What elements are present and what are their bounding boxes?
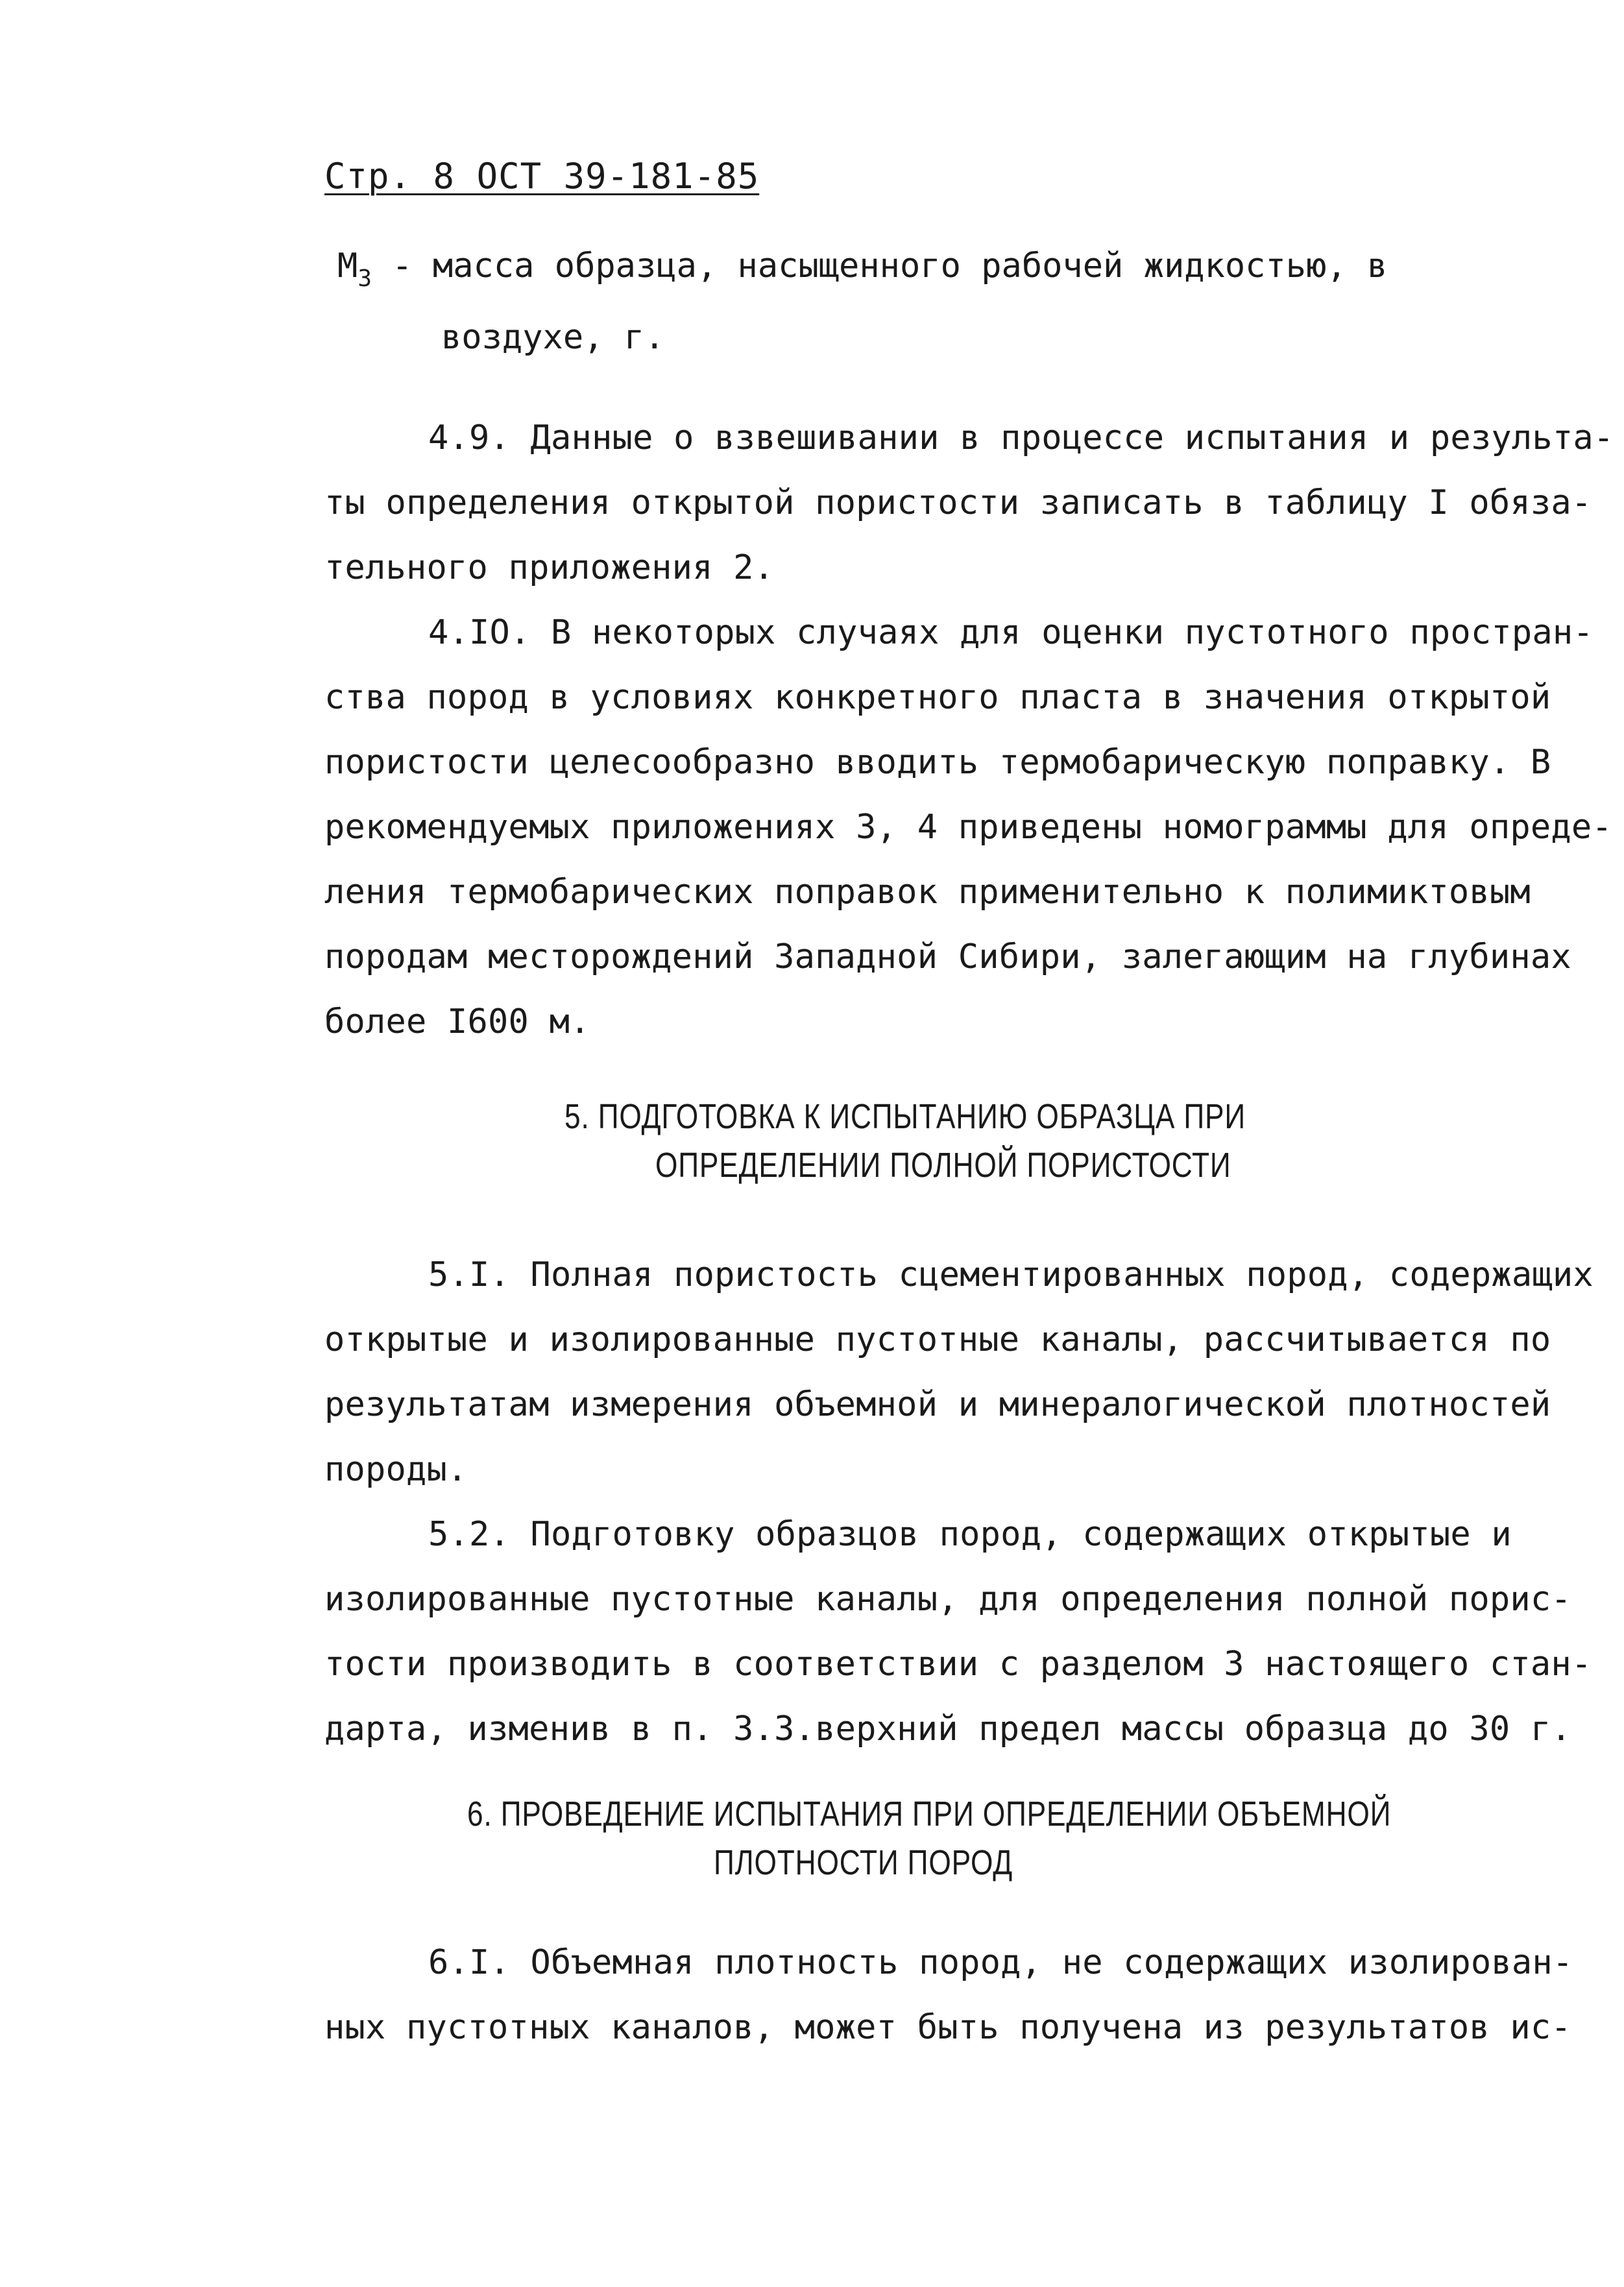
para-4-10-line-1: 4.IO. В некоторых случаях для оценки пустотного простран- [428,613,1594,652]
definition-symbol-subscript: 3 [358,265,372,292]
section-6-heading-line-2: ПЛОТНОСТИ ПОРОД [714,1843,1013,1882]
para-5-2-line-2: изолированные пустотные каналы, для определения полной порис- [324,1580,1571,1619]
para-5-1-line-1: 5.I. Полная пористость сцементированных пород, содержащих [428,1255,1594,1294]
para-4-10-line-4: рекомендуемых приложениях 3, 4 приведены номограммы для опреде- [324,808,1612,847]
para-4-10-line-6: породам месторождений Западной Сибири, залегающим на глубинах [324,938,1571,976]
para-5-1-line-4: породы. [324,1450,468,1489]
para-4-9-line-3: тельного приложения 2. [324,548,775,587]
definition-symbol: М [337,247,358,285]
para-5-2-line-1: 5.2. Подготовку образцов пород, содержащих открытые и [428,1515,1512,1554]
para-5-2-line-3: тости производить в соответствии с разделом 3 настоящего стан- [324,1645,1592,1684]
para-5-2-line-4: дарта, изменив в п. 3.3.верхний предел массы образца до 30 г. [324,1710,1571,1749]
section-6-heading-line-1: 6. ПРОВЕДЕНИЕ ИСПЫТАНИЯ ПРИ ОПРЕДЕЛЕНИИ ОБЪЕМНОЙ [467,1795,1392,1833]
para-4-9-line-2: ты определения открытой пористости записать в таблицу I обяза- [324,483,1592,522]
para-4-10-line-5: ления термобарических поправок применительно к полимиктовым [324,873,1531,912]
definition-continuation: воздухе, г. [441,318,665,357]
definition-m3 [337,247,1387,292]
section-5-heading-line-1: 5. ПОДГОТОВКА К ИСПЫТАНИЮ ОБРАЗЦА ПРИ [564,1097,1246,1136]
para-4-10-line-3: пористости целесообразно вводить термобарическую поправку. В [324,743,1551,782]
para-5-1-line-3: результатам измерения объемной и минералогической плотностей [324,1385,1551,1424]
page-header: Стр. 8 ОСТ 39-181-85 [324,156,760,197]
para-4-9-line-1: 4.9. Данные о взвешивании в процессе испытания и результа- [428,418,1614,457]
para-6-1-line-2: ных пустотных каналов, может быть получена из результатов ис- [324,2008,1571,2047]
para-5-1-line-2: открытые и изолированные пустотные каналы, рассчитывается по [324,1320,1551,1359]
section-5-heading-line-2: ОПРЕДЕЛЕНИИ ПОЛНОЙ ПОРИСТОСТИ [655,1146,1231,1185]
para-4-10-line-7: более I600 м. [324,1002,590,1041]
definition-text: - масса образца, насыщенного рабочей жидкостью, в [372,247,1388,285]
para-6-1-line-1: 6.I. Объемная плотность пород, не содержащих изолирован- [428,1943,1573,1982]
para-4-10-line-2: ства пород в условиях конкретного пласта в значения открытой [324,678,1551,717]
